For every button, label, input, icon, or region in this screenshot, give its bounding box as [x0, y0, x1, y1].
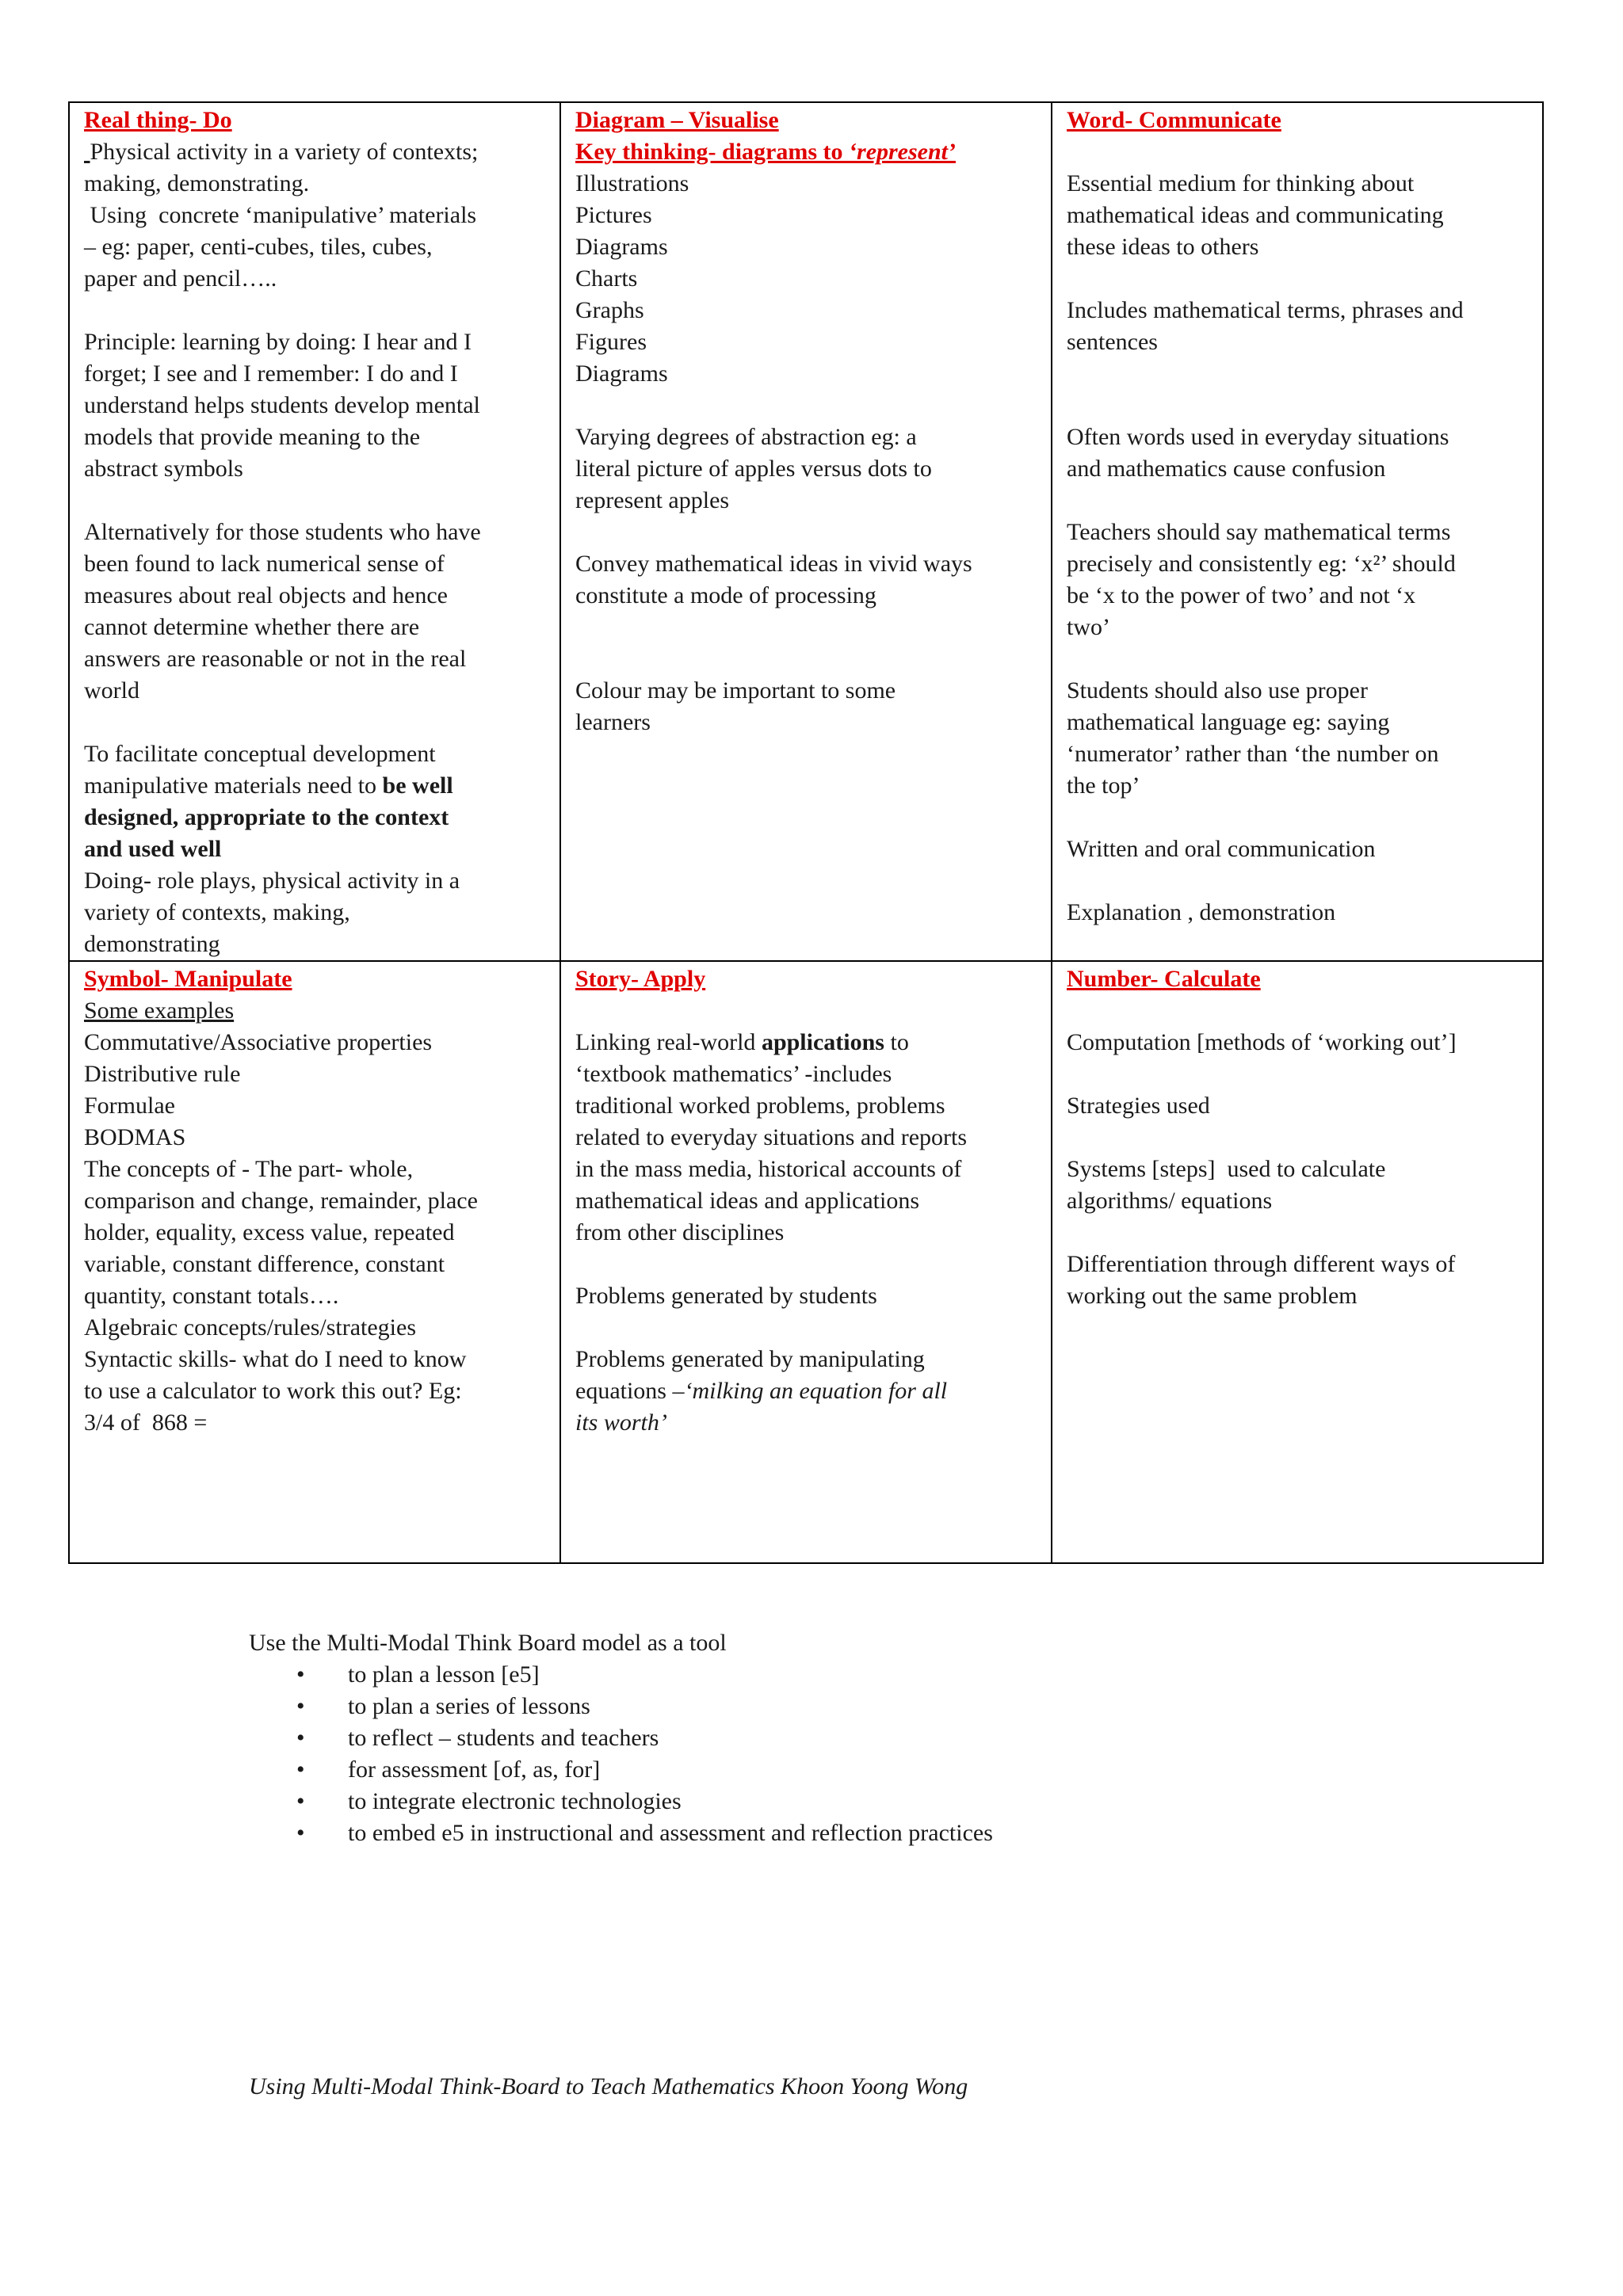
- cell-text: abstract symbols: [84, 456, 243, 482]
- cell-subheading: Key thinking- diagrams to ‘represent’: [575, 139, 957, 165]
- cell-heading: Number- Calculate: [1067, 966, 1261, 992]
- cell-text: these ideas to others: [1067, 234, 1259, 260]
- cell-text: mathematical ideas and communicating: [1067, 202, 1444, 228]
- bullet-icon: •: [296, 1725, 305, 1751]
- cell-text: ‘textbook mathematics’ -includes: [575, 1061, 892, 1087]
- cell-heading: Word- Communicate: [1067, 107, 1281, 133]
- cell-text: world: [84, 677, 139, 704]
- cell-text: – eg: paper, centi-cubes, tiles, cubes,: [84, 234, 433, 260]
- cell-text: measures about real objects and hence: [84, 582, 448, 608]
- table-row: [69, 961, 1543, 1563]
- cell-text: answers are reasonable or not in the real: [84, 646, 467, 672]
- cell-text: Explanation , demonstration: [1067, 899, 1336, 925]
- cell-word: [1052, 102, 1543, 961]
- cell-text: Commutative/Associative properties: [84, 1029, 433, 1055]
- cell-text: been found to lack numerical sense of: [84, 551, 445, 577]
- cell-heading: Real thing- Do: [84, 107, 232, 133]
- cell-text: designed, appropriate to the context: [84, 804, 449, 830]
- cell-text: Syntactic skills- what do I need to know: [84, 1346, 467, 1372]
- list-item: Diagrams: [575, 360, 668, 387]
- think-board-table: [68, 101, 1544, 1564]
- cell-text: understand helps students develop mental: [84, 392, 480, 418]
- cell-text: quantity, constant totals….: [84, 1283, 339, 1309]
- cell-heading: Symbol- Manipulate: [84, 966, 292, 992]
- cell-text: Strategies used: [1067, 1093, 1210, 1119]
- cell-text: Computation [methods of ‘working out’]: [1067, 1029, 1457, 1055]
- cell-text: forget; I see and I remember: I do and I: [84, 360, 458, 387]
- cell-text: literal picture of apples versus dots to: [575, 456, 932, 482]
- bullet-icon: •: [296, 1693, 305, 1719]
- cell-text: mathematical ideas and applications: [575, 1188, 920, 1214]
- cell-text: constitute a mode of processing: [575, 582, 876, 608]
- cell-text: BODMAS: [84, 1124, 186, 1150]
- cell-text: holder, equality, excess value, repeated: [84, 1219, 455, 1245]
- list-item: • to plan a series of lessons: [249, 1691, 993, 1722]
- footer-citation: Using Multi-Modal Think-Board to Teach Mathematics Khoon Yoong Wong: [249, 2073, 968, 2100]
- list-item: Pictures: [575, 202, 652, 228]
- cell-text: equations –‘milking an equation for all: [575, 1378, 948, 1404]
- cell-text: its worth’: [575, 1409, 667, 1436]
- cell-text: variable, constant difference, constant: [84, 1251, 445, 1277]
- list-item: Figures: [575, 329, 647, 355]
- cell-text: To facilitate conceptual development: [84, 741, 436, 767]
- cell-text: and mathematics cause confusion: [1067, 456, 1386, 482]
- cell-text: cannot determine whether there are: [84, 614, 420, 640]
- uses-intro: Use the Multi-Modal Think Board model as a tool: [249, 1630, 727, 1656]
- cell-text: the top’: [1067, 772, 1140, 799]
- cell-story: [560, 961, 1052, 1563]
- list-item: • to reflect – students and teachers: [249, 1722, 993, 1754]
- bullet-icon: •: [296, 1661, 305, 1688]
- cell-text: Formulae: [84, 1093, 175, 1119]
- cell-text: Differentiation through different ways of: [1067, 1251, 1456, 1277]
- cell-real-thing: [69, 102, 560, 961]
- cell-text: Convey mathematical ideas in vivid ways: [575, 551, 972, 577]
- cell-text: Colour may be important to some: [575, 677, 896, 704]
- cell-text: Problems generated by students: [575, 1283, 877, 1309]
- cell-text: models that provide meaning to the: [84, 424, 421, 450]
- cell-text: comparison and change, remainder, place: [84, 1188, 478, 1214]
- cell-subheading: Some examples: [84, 997, 235, 1024]
- cell-diagram: [560, 102, 1052, 961]
- cell-text: sentences: [1067, 329, 1158, 355]
- list-item: Illustrations: [575, 170, 689, 196]
- cell-text: Using concrete ‘manipulative’ materials: [84, 202, 477, 228]
- cell-text: paper and pencil…..: [84, 265, 277, 292]
- cell-text: Varying degrees of abstraction eg: a: [575, 424, 917, 450]
- bullet-icon: •: [296, 1756, 305, 1783]
- cell-text: Problems generated by manipulating: [575, 1346, 925, 1372]
- cell-text: algorithms/ equations: [1067, 1188, 1273, 1214]
- cell-text: Systems [steps] used to calculate: [1067, 1156, 1386, 1182]
- cell-text: Teachers should say mathematical terms: [1067, 519, 1451, 545]
- uses-list: [249, 1659, 993, 1849]
- list-item: Charts: [575, 265, 638, 292]
- cell-text: precisely and consistently eg: ‘x²’ should: [1067, 551, 1456, 577]
- list-item: • to plan a lesson [e5]: [249, 1659, 993, 1691]
- cell-text: making, demonstrating.: [84, 170, 310, 196]
- cell-text: learners: [575, 709, 651, 735]
- table-row: [69, 102, 1543, 961]
- cell-text: manipulative materials need to be well: [84, 772, 453, 799]
- list-item: Diagrams: [575, 234, 668, 260]
- cell-heading: Story- Apply: [575, 966, 706, 992]
- cell-text: demonstrating: [84, 931, 220, 957]
- list-item: • to integrate electronic technologies: [249, 1786, 993, 1817]
- cell-text: 3/4 of 868 =: [84, 1409, 208, 1436]
- bullet-icon: •: [296, 1788, 305, 1814]
- cell-text: be ‘x to the power of two’ and not ‘x: [1067, 582, 1416, 608]
- cell-text: working out the same problem: [1067, 1283, 1358, 1309]
- cell-text: related to everyday situations and reports: [575, 1124, 968, 1150]
- cell-text: and used well: [84, 836, 222, 862]
- cell-text: variety of contexts, making,: [84, 899, 350, 925]
- cell-text: in the mass media, historical accounts of: [575, 1156, 962, 1182]
- cell-text: The concepts of - The part- whole,: [84, 1156, 414, 1182]
- cell-text: two’: [1067, 614, 1110, 640]
- cell-text: Written and oral communication: [1067, 836, 1376, 862]
- cell-text: Algebraic concepts/rules/strategies: [84, 1314, 417, 1341]
- cell-symbol: [69, 961, 560, 1563]
- cell-text: Linking real-world applications to: [575, 1029, 909, 1055]
- list-item: • to embed e5 in instructional and assessment and reflection practices: [249, 1817, 993, 1849]
- cell-text: traditional worked problems, problems: [575, 1093, 945, 1119]
- cell-text: to use a calculator to work this out? Eg:: [84, 1378, 462, 1404]
- cell-text: Often words used in everyday situations: [1067, 424, 1449, 450]
- cell-text: Includes mathematical terms, phrases and: [1067, 297, 1464, 323]
- cell-text: ‘numerator’ rather than ‘the number on: [1067, 741, 1439, 767]
- cell-heading: Diagram – Visualise: [575, 107, 779, 133]
- bullet-icon: •: [296, 1820, 305, 1846]
- list-item: • for assessment [of, as, for]: [249, 1754, 993, 1786]
- cell-text: Physical activity in a variety of contexts;: [90, 139, 479, 165]
- cell-text: Principle: learning by doing: I hear and I: [84, 329, 472, 355]
- cell-text: Distributive rule: [84, 1061, 241, 1087]
- cell-text: Students should also use proper: [1067, 677, 1368, 704]
- cell-number: [1052, 961, 1543, 1563]
- cell-text: from other disciplines: [575, 1219, 785, 1245]
- cell-text: Alternatively for those students who have: [84, 519, 481, 545]
- cell-text: Doing- role plays, physical activity in a: [84, 868, 460, 894]
- cell-text: represent apples: [575, 487, 730, 513]
- cell-text: Essential medium for thinking about: [1067, 170, 1415, 196]
- list-item: Graphs: [575, 297, 644, 323]
- cell-text: mathematical language eg: saying: [1067, 709, 1390, 735]
